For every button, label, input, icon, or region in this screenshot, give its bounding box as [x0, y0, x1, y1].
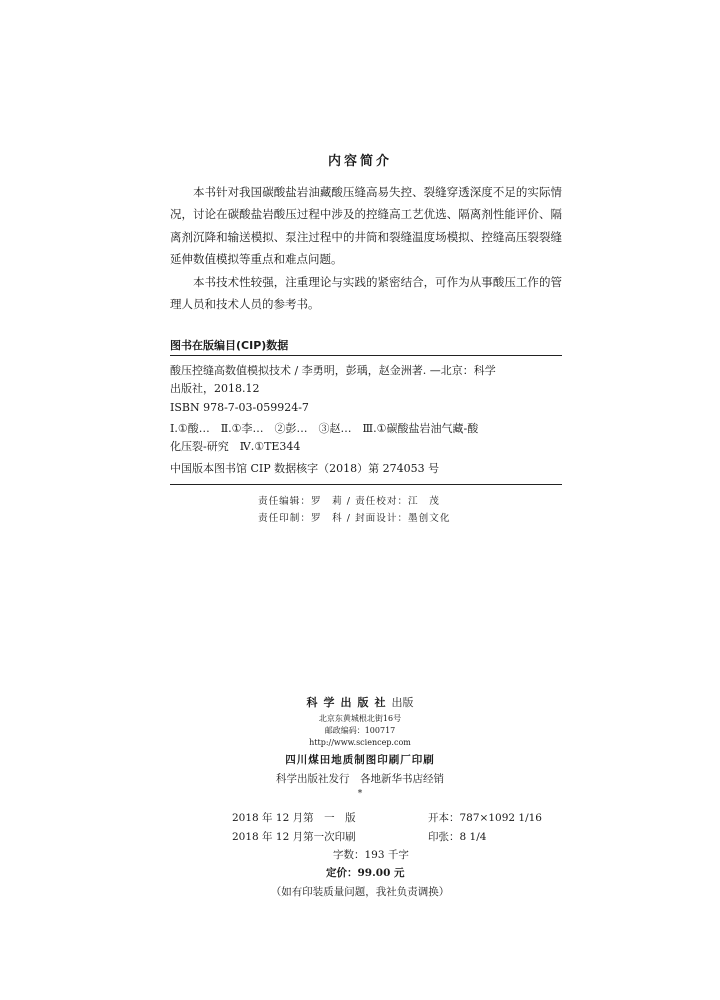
editor-line-2: 责任印制：罗 科 / 封面设计：墨创文化 — [258, 513, 451, 524]
editor-credits — [170, 493, 562, 527]
edition-date: 2018 年 12 月第 一 版 — [232, 812, 356, 824]
cip-top-rule — [170, 355, 562, 356]
cip-classification: Ⅰ.①酸… Ⅱ.①李… ②彭… ③赵… Ⅲ.①碳酸盐岩油气藏-酸 — [170, 422, 479, 435]
separator-star: * — [357, 789, 363, 799]
cip-record-number: 中国版本图书馆 CIP 数据核字（2018）第 274053 号 — [170, 462, 440, 475]
print-sheets: 印张：8 1/4 — [428, 831, 487, 843]
summary-paragraph-2: 本书技术性较强，注重理论与实践的紧密结合，可作为从事酸压工作的管理人员和技术人员的参考书。 — [170, 274, 562, 312]
quality-note: （如有印装质量问题，我社负责调换） — [270, 886, 450, 898]
summary-title: 内容简介 — [327, 154, 392, 169]
book-format: 开本：787×1092 1/16 — [428, 812, 542, 824]
cip-title-line: 酸压控缝高数值模拟技术 / 李勇明，彭瑀，赵金洲著. —北京：科学 — [170, 364, 496, 377]
summary-text — [170, 181, 562, 315]
cip-bottom-rule — [170, 484, 562, 485]
printing-date: 2018 年 12 月第一次印刷 — [232, 831, 356, 843]
distribution: 科学出版社发行 各地新华书店经销 — [276, 773, 444, 785]
editor-line-1: 责任编辑：罗 莉 / 责任校对：江 茂 — [258, 496, 440, 507]
cip-isbn: ISBN 978-7-03-059924-7 — [170, 401, 309, 414]
word-count: 字数：193 千字 — [333, 849, 409, 861]
publisher-postcode: 邮政编码：100717 — [324, 726, 396, 735]
summary-paragraph-1: 本书针对我国碳酸盐岩油藏酸压缝高易失控、裂缝穿透深度不足的实际情况，讨论在碳酸盐岩酸压过程中涉及的控缝高工艺优选、隔离剂性能评价、隔离剂沉降和输送模拟、泵注过程中的井筒和裂缝温度场模拟、控缝高压裂裂缝延伸数值模拟等重点和难点问题。 — [170, 185, 562, 267]
printer-name: 四川煤田地质制图印刷厂印刷 — [285, 754, 435, 766]
publisher-url: http://www.sciencep.com — [309, 738, 411, 747]
publisher-name: 科学出版社出版 — [306, 696, 414, 709]
cip-heading: 图书在版编目(CIP)数据 — [170, 339, 289, 352]
cip-title-line-2: 出版社，2018.12 — [170, 382, 260, 395]
cip-classification-2: 化压裂-研究 Ⅳ.①TE344 — [170, 440, 301, 453]
price: 定价：99.00 元 — [326, 867, 405, 879]
publisher-address: 北京东黄城根北街16号 — [318, 714, 402, 723]
